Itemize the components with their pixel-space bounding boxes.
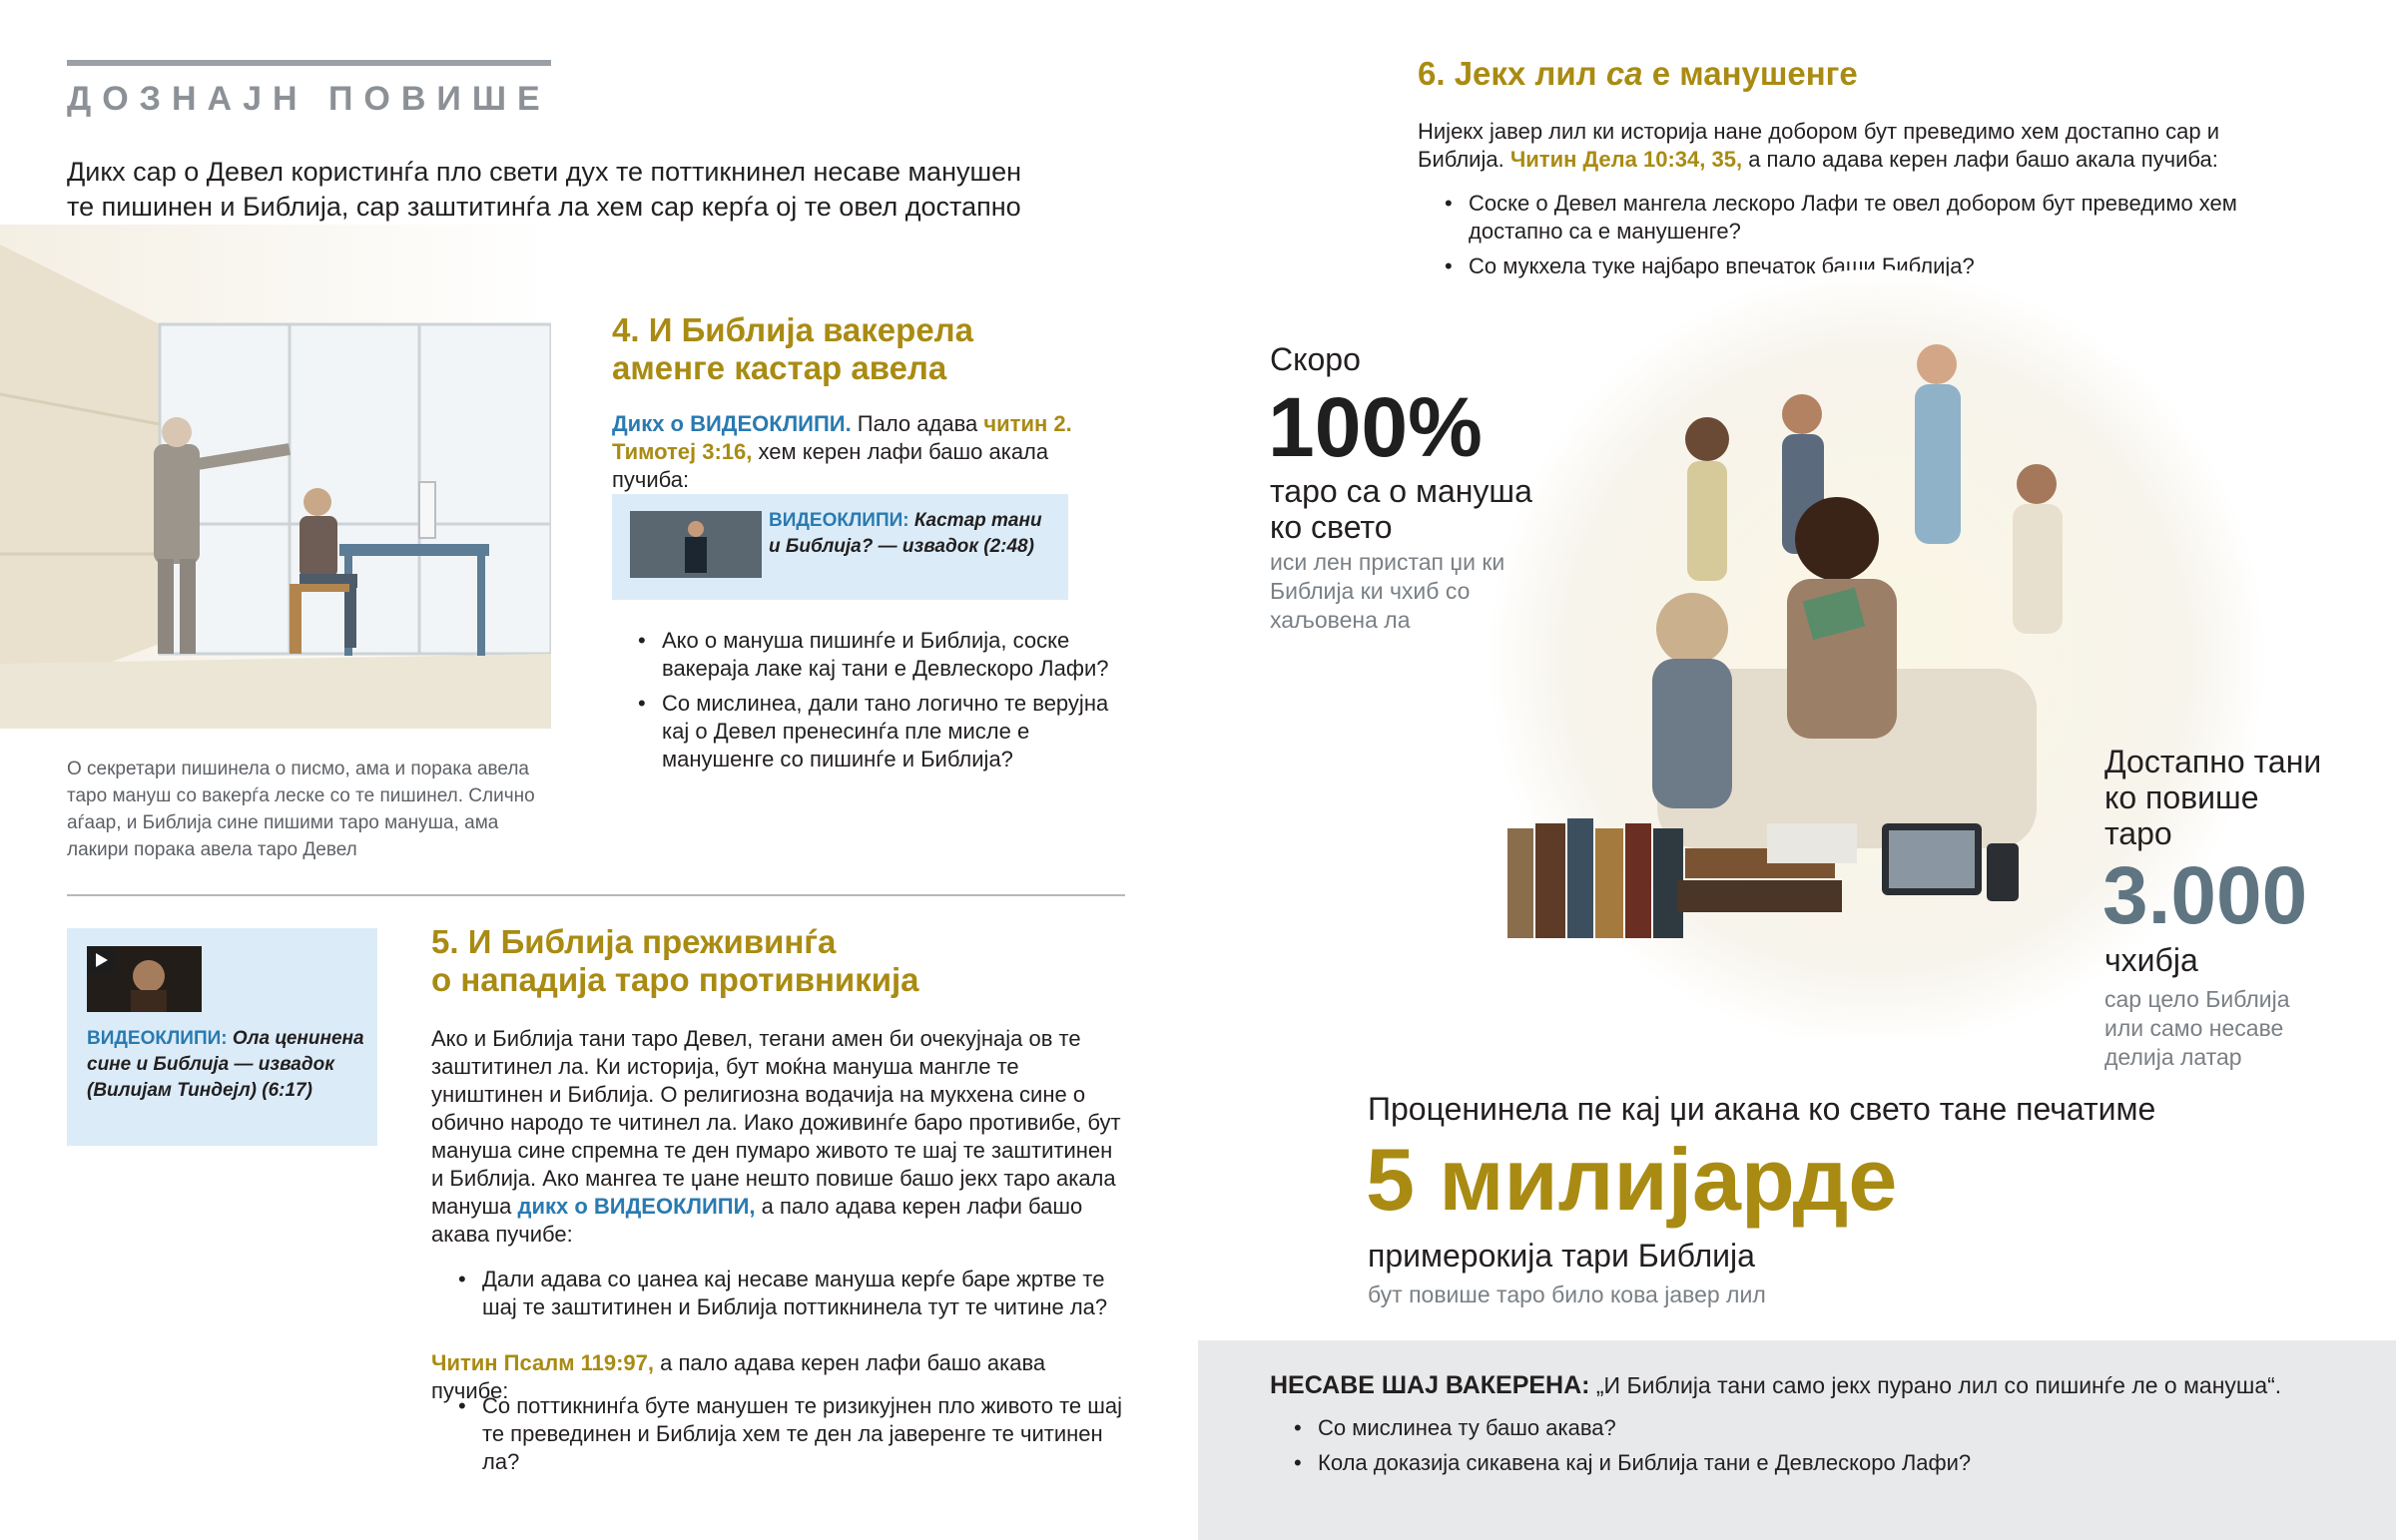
stat2-note: сар цело Библија или само несаве делија латар [2104, 986, 2290, 1070]
section4-intro [612, 410, 1126, 494]
section5-heading-line2: о нападија таро противникија [431, 961, 919, 998]
section5-heading-line1: 5. И Библија преживинѓа [431, 923, 837, 960]
video-link[interactable]: дикх о ВИДЕОКЛИПИ, [517, 1194, 756, 1219]
section4-heading-line1: 4. И Библија вакерела [612, 311, 973, 348]
section5-paragraph [431, 1025, 1125, 1249]
section5-text-end: а пало адава керен лафи башо акава пучибе: [431, 1194, 1083, 1247]
section5-questions-a [454, 1266, 1125, 1328]
image-caption: О секретари пишинела о писмо, ама и порака авела таро мануш со вакерѓа леске со те пишинел. Слично аѓаар, и Библија сине пишими таро мануша, ама лакири порака авела таро Девел [67, 759, 535, 860]
list-item: • Со поттикнинѓа буте манушен те ризикујнен пло живото те шај те превединен и Библија хем те ден ла јаверенге те читинен ла? [454, 1392, 1125, 1476]
video-label: ВИДЕОКЛИПИ: [769, 510, 909, 531]
stat1-value: 100% [1268, 380, 1483, 474]
section5-questions-b [454, 1392, 1125, 1483]
list-item: • Дали адава со џанеа кај несаве мануша керѓе баре жртве те шај те заштитинен и Библија поттикнинела тут те читине ла? [454, 1266, 1125, 1321]
video-thumbnail[interactable] [87, 946, 202, 1012]
video-title [769, 508, 1058, 560]
video-title-text: Ола ценинена сине и Библија — извадок (Вилијам Тиндејл) (6:17) [87, 1028, 364, 1101]
video-thumbnail[interactable] [630, 511, 762, 578]
section6-heading [1418, 55, 2316, 93]
list-item: • Кола доказија сикавена кај и Библија тани е Девлескоро Лафи? [1290, 1449, 2368, 1477]
section4-heading [612, 311, 1131, 387]
list-item: • Соске о Девел мангела лескоро Лафи те овел добором бут преведимо хем достапно са е манушенге? [1441, 190, 2279, 246]
scripture-link[interactable]: Читин Псалм 119:97, [431, 1350, 654, 1375]
speaker-figure-icon [630, 511, 762, 578]
section6-intro-suffix: а пало адава керен лафи башо акала пучиба: [1742, 147, 2218, 172]
objection-quote: „И Библија тани само јекх пурано лил со пишинѓе ле о мануша“. [1589, 1372, 2282, 1398]
video-box[interactable] [612, 494, 1068, 600]
section-divider [67, 894, 1125, 896]
objection-label: НЕСАВЕ ШАЈ ВАКЕРЕНА: [1270, 1371, 1590, 1399]
video-link[interactable]: Дикх о ВИДЕОКЛИПИ. [612, 411, 852, 436]
stat2-value: 3.000 [2102, 850, 2308, 941]
list-item: • Ако о мануша пишинѓе и Библија, соске вакерaја лаке кај тани е Девлескоро Лафи? [634, 627, 1125, 683]
list-item: • Со мислинеа, дали тано логично те верујна кај о Девел пренесинѓа пле мисле е манушенге со пишинѓе и Библија? [634, 690, 1125, 773]
video-title [87, 1026, 366, 1104]
stat1-label: Скоро [1270, 341, 1361, 377]
scripture-link[interactable]: читин 2. Тимотеј 3:16, [612, 411, 1072, 464]
section4-intro-suffix: хем керен лафи башо акала пучиба: [612, 439, 1049, 492]
section6-heading-italic: са [1605, 55, 1643, 92]
list-item: • Со мукхела туке најбаро впечаток баши Библија? [1441, 253, 2279, 280]
stat1-note: иси лен пристап џи ки Библија ки чхиб со хаљовена ла [1270, 549, 1505, 633]
section4-intro-mid: Пало адава [851, 411, 984, 436]
video-title-text: Кастар тани и Библија? — извадок (2:48) [769, 510, 1042, 557]
scripture-link[interactable]: Читин Дела 10:34, 35, [1509, 147, 1743, 172]
header-rule [67, 60, 551, 66]
section5-read-suffix: а пало адава керен лафи башо акава пучибе: [431, 1350, 1046, 1403]
intro-paragraph: Дикх сар о Девел користинѓа пло свети дух те поттикнинел несаве манушен те пишинен и Библија, сар заштитинѓа ла хем сар керѓа ој те овел достапно [67, 157, 1022, 222]
section6-heading-pre: 6. Јекх лил [1418, 55, 1606, 92]
office-illustration [0, 225, 551, 729]
stat1-description: таро са о мануша ко свето [1270, 473, 1532, 545]
play-icon[interactable] [87, 946, 115, 974]
stat3-value: 5 милијарде [1366, 1130, 1898, 1229]
section5-heading [431, 923, 1130, 999]
objection-statement [1270, 1371, 2368, 1399]
video-box[interactable] [67, 928, 377, 1146]
stat3-note: бут повише таро било кова јавер лил [1368, 1282, 1766, 1307]
section6-intro [1418, 118, 2276, 174]
section6-intro-main: Нијекх јавер лил ки историја нане добором бут преведимо хем достапно сар и Библија. [1418, 119, 2220, 172]
list-item: • Со мислинеа ту башо акава? [1290, 1414, 2368, 1442]
section5-text: Ако и Библија тани таро Девел, тегани амен би очекујнаја ов те заштитинел ла. Ки историја, бут моќна мануша мангле те уништинен и Библија. О религиозна водачија на мукхена сине о обично народо те читинел ла. Иако доживинѓе баро противибе, бут мануша сине спремна те ден пумаро живото те шај те заштитинен и Библија. Ако мангеа те џане нешто повише башо јекх таро акала мануша [431, 1026, 1121, 1219]
stat2-label: Достапно тани ко повише таро [2104, 744, 2322, 851]
stat2-description: чхибја [2104, 942, 2198, 978]
stat3-description: примерокија тари Библија [1368, 1238, 1755, 1274]
page-title: ДОЗНАЈН ПОВИШЕ [67, 80, 551, 118]
stat3-label: Проценинела пе кај џи акана ко свето тане печатиме [1368, 1091, 2156, 1127]
section4-questions [634, 627, 1125, 780]
section6-heading-post: е манушенге [1642, 55, 1858, 92]
objection-questions [1290, 1414, 2368, 1484]
section4-heading-line2: аменге кастар авела [612, 349, 947, 386]
video-label: ВИДЕОКЛИПИ: [87, 1028, 228, 1049]
